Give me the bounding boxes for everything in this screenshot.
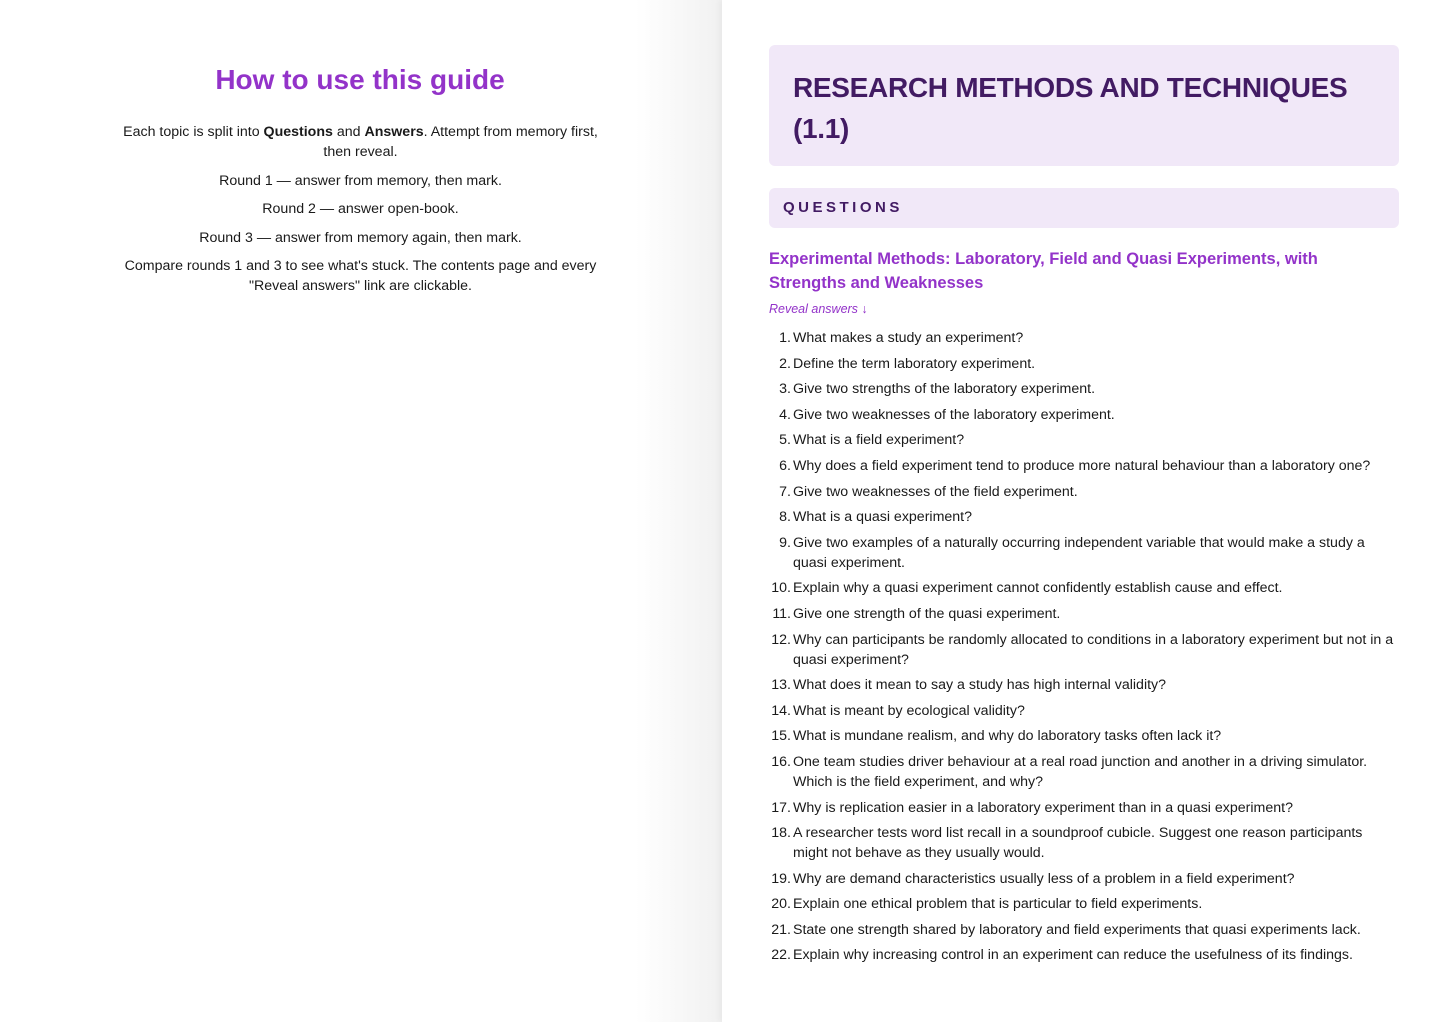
question-item	[769, 701, 1401, 721]
question-number: 15 .	[763, 726, 791, 746]
guide-instructions	[108, 122, 613, 305]
question-item	[769, 726, 1401, 746]
question-number: 10 .	[763, 578, 791, 598]
question-item	[769, 823, 1401, 863]
question-text: Why is replication easier in a laboratory experiment than in a quasi experiment?	[793, 799, 1293, 816]
question-list	[769, 328, 1401, 971]
question-number: 2 .	[763, 354, 791, 374]
question-item	[769, 430, 1401, 450]
question-number: 8 .	[763, 507, 791, 527]
question-number: 16 .	[763, 752, 791, 772]
question-text: Explain one ethical problem that is particular to field experiments.	[793, 896, 1203, 913]
question-text: What does it mean to say a study has high internal validity?	[793, 677, 1167, 694]
questions-label: QUESTIONS	[783, 199, 903, 216]
question-item	[769, 578, 1401, 598]
intro-text-2: and	[332, 124, 365, 140]
question-item	[769, 604, 1401, 624]
question-item	[769, 752, 1401, 792]
question-item	[769, 379, 1401, 399]
question-item	[769, 482, 1401, 502]
intro-answers-term: Answers	[364, 124, 424, 140]
intro-questions-term: Questions	[263, 124, 333, 140]
question-text: State one strength shared by laboratory and field experiments that quasi experiments lack.	[793, 921, 1361, 938]
question-item	[769, 798, 1401, 818]
question-item	[769, 328, 1401, 348]
question-number: 4 .	[763, 405, 791, 425]
question-item	[769, 507, 1401, 527]
question-number: 11 .	[763, 604, 791, 624]
question-text: Why can participants be randomly allocated to conditions in a laboratory experiment but not in a quasi experiment?	[793, 631, 1394, 668]
question-text: Explain why increasing control in an experiment can reduce the usefulness of its findings.	[793, 947, 1353, 964]
section-title-box	[769, 45, 1399, 166]
question-number: 19 .	[763, 869, 791, 889]
question-text: Give two weaknesses of the laboratory experiment.	[793, 406, 1115, 423]
question-item	[769, 533, 1401, 573]
question-item	[769, 630, 1401, 670]
question-text: What is mundane realism, and why do laboratory tasks often lack it?	[793, 728, 1222, 745]
question-text: Why does a field experiment tend to produce more natural behaviour than a laboratory one?	[793, 457, 1371, 474]
round-1-instruction: Round 1 — answer from memory, then mark.	[219, 172, 502, 189]
question-number: 6 .	[763, 456, 791, 476]
questions-page	[722, 0, 1445, 1022]
question-item	[769, 920, 1401, 940]
question-item	[769, 456, 1401, 476]
question-text: Give one strength of the quasi experiment.	[793, 605, 1061, 622]
question-number: 20 .	[763, 894, 791, 914]
question-number: 9 .	[763, 533, 791, 553]
question-item	[769, 675, 1401, 695]
question-text: What is a field experiment?	[793, 432, 965, 449]
question-text: What is meant by ecological validity?	[793, 702, 1025, 719]
question-item	[769, 945, 1401, 965]
question-text: What is a quasi experiment?	[793, 509, 973, 526]
question-text: Give two weaknesses of the field experiment.	[793, 483, 1078, 500]
questions-bar	[769, 188, 1399, 228]
question-text: Give two examples of a naturally occurring independent variable that would make a study a quasi experiment.	[793, 534, 1365, 571]
question-item	[769, 354, 1401, 374]
question-number: 3 .	[763, 379, 791, 399]
question-number: 1 .	[763, 328, 791, 348]
question-text: A researcher tests word list recall in a soundproof cubicle. Suggest one reason participants might not behave as they usually would.	[793, 825, 1363, 862]
round-2-instruction: Round 2 — answer open-book.	[262, 201, 459, 217]
topic-heading: Experimental Methods: Laboratory, Field and Quasi Experiments, with Strengths and Weaknesses	[769, 250, 1318, 292]
guide-page	[0, 0, 722, 1022]
section-title: RESEARCH METHODS AND TECHNIQUES (1.1)	[793, 72, 1348, 144]
question-number: 17 .	[763, 798, 791, 818]
reveal-answers-link[interactable]: Reveal answers ↓	[769, 302, 868, 316]
question-text: What makes a study an experiment?	[793, 330, 1024, 346]
question-text: Define the term laboratory experiment.	[793, 355, 1036, 372]
guide-title: How to use this guide	[215, 64, 505, 95]
question-text: Why are demand characteristics usually less of a problem in a field experiment?	[793, 870, 1295, 887]
intro-text-3: . Attempt from memory first, then reveal.	[323, 124, 598, 160]
question-number: 21 .	[763, 920, 791, 940]
round-3-instruction: Round 3 — answer from memory again, then mark.	[199, 229, 522, 246]
question-number: 22 .	[763, 945, 791, 965]
question-text: Explain why a quasi experiment cannot confidently establish cause and effect.	[793, 580, 1283, 597]
question-number: 13 .	[763, 675, 791, 695]
question-text: One team studies driver behaviour at a real road junction and another in a driving simulator. Which is the field experiment, and why?	[793, 753, 1368, 790]
question-number: 5 .	[763, 430, 791, 450]
compare-instruction: Compare rounds 1 and 3 to see what's stuck. The contents page and every "Reveal answers" link are clickable.	[124, 258, 597, 294]
question-number: 7 .	[763, 482, 791, 502]
question-number: 14 .	[763, 701, 791, 721]
question-text: Give two strengths of the laboratory experiment.	[793, 381, 1096, 398]
question-item	[769, 869, 1401, 889]
intro-text-1: Each topic is split into	[123, 124, 264, 140]
question-item	[769, 405, 1401, 425]
question-number: 12 .	[763, 630, 791, 650]
question-item	[769, 894, 1401, 914]
question-number: 18 .	[763, 823, 791, 843]
guide-intro	[108, 122, 613, 162]
